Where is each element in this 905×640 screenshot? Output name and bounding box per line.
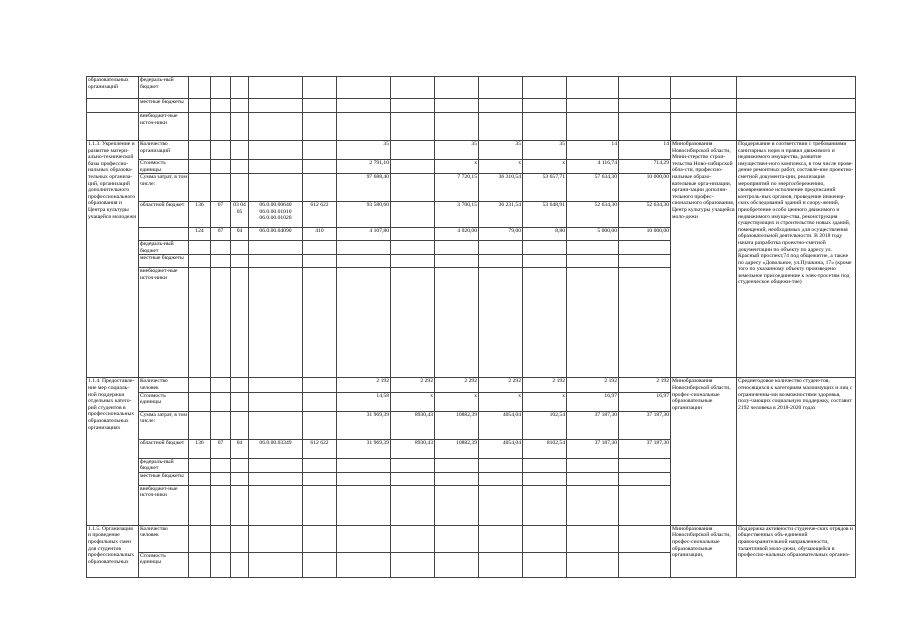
pr-code-cell bbox=[231, 141, 249, 160]
value-cell-y3 bbox=[479, 472, 523, 485]
vr-code-cell bbox=[303, 378, 337, 392]
pr-code-cell: 03 04 05 bbox=[231, 202, 249, 228]
value-cell-y4 bbox=[523, 552, 567, 577]
grbs-code-cell bbox=[189, 525, 211, 552]
table-row bbox=[87, 113, 856, 141]
indicator-label-cell: областной бюджет bbox=[139, 439, 189, 458]
value-cell-y2: 2 292 bbox=[435, 378, 479, 392]
table-cell bbox=[567, 113, 619, 141]
pr-code-cell: 04 bbox=[231, 228, 249, 241]
value-cell-y6: 52 634,30 bbox=[619, 202, 671, 228]
value-cell-y3 bbox=[479, 525, 523, 552]
table-cell bbox=[189, 113, 211, 141]
grbs-code-cell: 124 bbox=[189, 228, 211, 241]
table-cell bbox=[479, 113, 523, 141]
value-cell-y6 bbox=[619, 552, 671, 577]
value-cell-y4: 53 657,71 bbox=[523, 174, 567, 202]
rz-code-cell bbox=[211, 392, 231, 411]
value-cell-y4: 8102,54 bbox=[523, 439, 567, 458]
indicator-label-cell: Стоимость единицы bbox=[139, 160, 189, 174]
csr-code-cell bbox=[249, 552, 303, 577]
value-cell-y2: 3 700,15 bbox=[435, 202, 479, 228]
table-cell bbox=[619, 99, 671, 113]
rz-code-cell: 07 bbox=[211, 202, 231, 228]
value-cell-y3: x bbox=[479, 392, 523, 411]
item-title-cell: образовательных организаций bbox=[87, 77, 139, 99]
value-cell-y5 bbox=[567, 485, 619, 525]
indicator-label-cell: Стоимость единицы bbox=[139, 392, 189, 411]
table-cell bbox=[249, 77, 303, 99]
value-cell-y2: x bbox=[435, 392, 479, 411]
value-cell-tot: 4 107,80 bbox=[337, 228, 391, 241]
pr-code-cell bbox=[231, 411, 249, 439]
rz-code-cell bbox=[211, 458, 231, 472]
value-cell-y3: 35 bbox=[479, 141, 523, 160]
value-cell-y5 bbox=[567, 255, 619, 268]
value-cell-tot: 31 969,39 bbox=[337, 439, 391, 458]
value-cell-y5: 14 bbox=[567, 141, 619, 160]
value-cell-y1: x bbox=[391, 392, 435, 411]
grbs-code-cell bbox=[189, 255, 211, 268]
value-cell-tot bbox=[337, 458, 391, 472]
value-cell-y2 bbox=[435, 241, 479, 255]
value-cell-y5: 57 634,30 bbox=[567, 174, 619, 202]
value-cell-y3: 36 310,54 bbox=[479, 174, 523, 202]
grbs-code-cell bbox=[189, 472, 211, 485]
value-cell-y2 bbox=[435, 472, 479, 485]
table-cell bbox=[567, 99, 619, 113]
table-cell bbox=[303, 113, 337, 141]
value-cell-y4: 53 648,91 bbox=[523, 202, 567, 228]
value-cell-tot bbox=[337, 472, 391, 485]
value-cell-y3: 4054,04 bbox=[479, 411, 523, 439]
value-cell-y6 bbox=[619, 525, 671, 552]
value-cell-y1 bbox=[391, 241, 435, 255]
grbs-code-cell bbox=[189, 458, 211, 472]
table-cell bbox=[189, 77, 211, 99]
rz-code-cell bbox=[211, 241, 231, 255]
value-cell-y1 bbox=[391, 458, 435, 472]
table-cell bbox=[435, 99, 479, 113]
table-cell bbox=[249, 113, 303, 141]
value-cell-y6: 16,97 bbox=[619, 392, 671, 411]
indicator-label-cell: Количество человек bbox=[139, 525, 189, 552]
value-cell-y5: 37 187,30 bbox=[567, 439, 619, 458]
table-row bbox=[87, 99, 856, 113]
value-cell-tot: 97 688,40 bbox=[337, 174, 391, 202]
rz-code-cell bbox=[211, 378, 231, 392]
table-cell bbox=[435, 113, 479, 141]
table-cell bbox=[337, 99, 391, 113]
vr-code-cell bbox=[303, 552, 337, 577]
value-cell-y2 bbox=[435, 458, 479, 472]
value-cell-y4: 35 bbox=[523, 141, 567, 160]
table-cell bbox=[189, 99, 211, 113]
table-cell bbox=[249, 99, 303, 113]
value-cell-y5: 5 000,00 bbox=[567, 228, 619, 241]
table-cell bbox=[391, 113, 435, 141]
rz-code-cell: 07 bbox=[211, 228, 231, 241]
table-cell bbox=[211, 113, 231, 141]
value-cell-y1 bbox=[391, 472, 435, 485]
value-cell-y1: 8930,43 bbox=[391, 439, 435, 458]
vr-code-cell bbox=[303, 458, 337, 472]
value-cell-y1 bbox=[391, 552, 435, 577]
table-cell bbox=[619, 113, 671, 141]
table-cell bbox=[567, 77, 619, 99]
measure-title-cell: 1.1.4. Предоставле-ние мер социаль-ной поддержки отдельных катего-рий студентов в профессиональных образовательных организациях bbox=[87, 378, 139, 525]
csr-code-cell: 06.0.00.03349 bbox=[249, 439, 303, 458]
table-cell bbox=[671, 99, 737, 113]
csr-code-cell: 06.0.00.04090 bbox=[249, 228, 303, 241]
value-cell-y1 bbox=[391, 174, 435, 202]
value-cell-y6 bbox=[619, 268, 671, 378]
table-cell bbox=[619, 77, 671, 99]
pr-code-cell bbox=[231, 485, 249, 525]
rz-code-cell bbox=[211, 255, 231, 268]
table-row bbox=[87, 525, 856, 552]
table-cell bbox=[523, 113, 567, 141]
executor-cell: Минобразования Новосибирской области, профес-сиональные образовательные организации, bbox=[671, 525, 737, 577]
value-cell-tot: 14,58 bbox=[337, 392, 391, 411]
vr-code-cell bbox=[303, 268, 337, 378]
table-cell bbox=[391, 77, 435, 99]
program-table bbox=[86, 76, 856, 578]
value-cell-y6: 14 bbox=[619, 141, 671, 160]
value-cell-y3: 36 231,54 bbox=[479, 202, 523, 228]
grbs-code-cell bbox=[189, 552, 211, 577]
value-cell-y4: 8,80 bbox=[523, 228, 567, 241]
value-cell-y6: 10 000,00 bbox=[619, 174, 671, 202]
vr-code-cell bbox=[303, 485, 337, 525]
value-cell-y3 bbox=[479, 241, 523, 255]
value-cell-y6 bbox=[619, 458, 671, 472]
value-cell-y6: 37 187,30 bbox=[619, 439, 671, 458]
csr-code-cell bbox=[249, 458, 303, 472]
measure-title-cell: 1.1.3. Укрепление и развитие матери-ально-технической базы профессио-нальных образова-тельных организа-ций, организаций дополнительного профессионального образования и Центра культуры учащейся молодежи bbox=[87, 141, 139, 378]
table-row bbox=[87, 141, 856, 160]
value-cell-y3 bbox=[479, 552, 523, 577]
value-cell-y2 bbox=[435, 255, 479, 268]
value-cell-y3 bbox=[479, 255, 523, 268]
rz-code-cell bbox=[211, 485, 231, 525]
rz-code-cell bbox=[211, 411, 231, 439]
value-cell-y6: 10 000,00 bbox=[619, 228, 671, 241]
indicator-label-cell: местные бюджеты bbox=[139, 255, 189, 268]
rz-code-cell bbox=[211, 160, 231, 174]
value-cell-y5: 4 116,74 bbox=[567, 160, 619, 174]
vr-code-cell bbox=[303, 392, 337, 411]
value-cell-y3 bbox=[479, 485, 523, 525]
value-cell-y6: 37 187,30 bbox=[619, 411, 671, 439]
rz-code-cell bbox=[211, 525, 231, 552]
value-cell-y6 bbox=[619, 472, 671, 485]
pr-code-cell bbox=[231, 392, 249, 411]
value-cell-y1: 2 292 bbox=[391, 378, 435, 392]
value-cell-y3 bbox=[479, 268, 523, 378]
value-cell-y2 bbox=[435, 525, 479, 552]
value-cell-y1 bbox=[391, 202, 435, 228]
grbs-code-cell bbox=[189, 485, 211, 525]
value-cell-y1 bbox=[391, 525, 435, 552]
value-cell-y4 bbox=[523, 241, 567, 255]
vr-code-cell: 612 622 bbox=[303, 202, 337, 228]
value-cell-y5: 2 192 bbox=[567, 378, 619, 392]
value-cell-y5: 52 634,30 bbox=[567, 202, 619, 228]
indicator-label-cell bbox=[139, 228, 189, 241]
value-cell-tot bbox=[337, 485, 391, 525]
table-cell bbox=[303, 77, 337, 99]
table-cell bbox=[211, 99, 231, 113]
table-cell bbox=[671, 113, 737, 141]
indicator-label-cell: Количество человек bbox=[139, 378, 189, 392]
csr-code-cell bbox=[249, 485, 303, 525]
table-cell bbox=[211, 77, 231, 99]
indicator-label-cell: федераль-ный бюджет bbox=[139, 241, 189, 255]
vr-code-cell: 612 622 bbox=[303, 439, 337, 458]
value-cell-tot bbox=[337, 525, 391, 552]
value-cell-y5 bbox=[567, 241, 619, 255]
value-cell-y4 bbox=[523, 255, 567, 268]
value-cell-y2: x bbox=[435, 160, 479, 174]
table-cell bbox=[337, 113, 391, 141]
grbs-code-cell: 136 bbox=[189, 202, 211, 228]
expected-result-cell: Поддержка активности студенче-ских отрядов и общественных объ-единений правоохранительной направленности, талантливой моло-дежи, обучающейся в профессио-нальных образовательных организ- bbox=[737, 525, 856, 577]
value-cell-y3: x bbox=[479, 160, 523, 174]
vr-code-cell bbox=[303, 411, 337, 439]
indicator-label-cell: Сумма затрат, в том числе: bbox=[139, 411, 189, 439]
grbs-code-cell bbox=[189, 268, 211, 378]
value-cell-y2: 10882,39 bbox=[435, 439, 479, 458]
csr-code-cell bbox=[249, 141, 303, 160]
grbs-code-cell bbox=[189, 241, 211, 255]
value-cell-y6: 714,29 bbox=[619, 160, 671, 174]
value-cell-y6 bbox=[619, 241, 671, 255]
csr-code-cell bbox=[249, 241, 303, 255]
table-row bbox=[87, 77, 856, 99]
csr-code-cell bbox=[249, 525, 303, 552]
table-cell bbox=[231, 99, 249, 113]
indicator-label-cell: Стоимость единицы bbox=[139, 552, 189, 577]
csr-code-cell bbox=[249, 392, 303, 411]
table-cell bbox=[479, 77, 523, 99]
indicator-label-cell: местные бюджеты bbox=[139, 472, 189, 485]
grbs-code-cell: 136 bbox=[189, 439, 211, 458]
vr-code-cell bbox=[303, 525, 337, 552]
table-cell bbox=[523, 77, 567, 99]
value-cell-y2 bbox=[435, 268, 479, 378]
value-cell-tot bbox=[337, 255, 391, 268]
rz-code-cell bbox=[211, 472, 231, 485]
value-cell-y2: 4 020,00 bbox=[435, 228, 479, 241]
indicator-label-cell: внебюджет-ные источ-ники bbox=[139, 485, 189, 525]
value-cell-y1 bbox=[391, 228, 435, 241]
csr-code-cell bbox=[249, 378, 303, 392]
table-cell bbox=[737, 113, 856, 141]
value-cell-y1 bbox=[391, 141, 435, 160]
table-cell bbox=[671, 77, 737, 99]
value-cell-y5: 16,97 bbox=[567, 392, 619, 411]
value-cell-y2: 7 720,15 bbox=[435, 174, 479, 202]
table-cell bbox=[391, 99, 435, 113]
table-cell bbox=[231, 77, 249, 99]
rz-code-cell: 07 bbox=[211, 439, 231, 458]
value-cell-y4: 2 192 bbox=[523, 378, 567, 392]
value-cell-y3: 79,00 bbox=[479, 228, 523, 241]
pr-code-cell: 04 bbox=[231, 439, 249, 458]
vr-code-cell bbox=[303, 472, 337, 485]
value-cell-tot: 2 192 bbox=[337, 378, 391, 392]
csr-code-cell bbox=[249, 268, 303, 378]
executor-cell: Минобразования Новосибирской области, профес-сиональные образовательные организации bbox=[671, 378, 737, 525]
pr-code-cell bbox=[231, 174, 249, 202]
value-cell-y5 bbox=[567, 472, 619, 485]
grbs-code-cell bbox=[189, 411, 211, 439]
value-cell-y5 bbox=[567, 458, 619, 472]
rz-code-cell bbox=[211, 268, 231, 378]
value-cell-tot bbox=[337, 241, 391, 255]
vr-code-cell: 410 bbox=[303, 228, 337, 241]
value-cell-tot: 93 580,60 bbox=[337, 202, 391, 228]
value-cell-tot bbox=[337, 268, 391, 378]
grbs-code-cell bbox=[189, 174, 211, 202]
value-cell-y3: 2 292 bbox=[479, 378, 523, 392]
pr-code-cell bbox=[231, 472, 249, 485]
pr-code-cell bbox=[231, 458, 249, 472]
value-cell-tot: 31 969,39 bbox=[337, 411, 391, 439]
vr-code-cell bbox=[303, 255, 337, 268]
csr-code-cell bbox=[249, 160, 303, 174]
table-row bbox=[87, 378, 856, 392]
indicator-label-cell: Сумма затрат, в том числе: bbox=[139, 174, 189, 202]
csr-code-cell bbox=[249, 411, 303, 439]
rz-code-cell bbox=[211, 174, 231, 202]
table-cell bbox=[303, 99, 337, 113]
funding-label-cell: местные бюджеты bbox=[139, 99, 189, 113]
vr-code-cell bbox=[303, 160, 337, 174]
executor-cell: Минобразования Новосибирской области, Мини-стерство строи-тельства Ново-сибирской обла-сти, профессио-нальные образо-вательные орга-низации, органи-зации дополни-тельного профес-сионального образования, Центр культуры учащейся моло-дежи bbox=[671, 141, 737, 378]
csr-code-cell bbox=[249, 174, 303, 202]
pr-code-cell bbox=[231, 255, 249, 268]
value-cell-y5 bbox=[567, 552, 619, 577]
value-cell-y6: 2 192 bbox=[619, 378, 671, 392]
value-cell-y3 bbox=[479, 458, 523, 472]
indicator-label-cell: федераль-ный бюджет bbox=[139, 458, 189, 472]
table-cell bbox=[737, 99, 856, 113]
value-cell-y2: 10882,39 bbox=[435, 411, 479, 439]
value-cell-y4: x bbox=[523, 160, 567, 174]
value-cell-tot: 35 bbox=[337, 141, 391, 160]
value-cell-y1 bbox=[391, 268, 435, 378]
csr-code-cell: 06.0.00.00640 06.0.00.01010 06.0.00.01020 bbox=[249, 202, 303, 228]
value-cell-y4 bbox=[523, 485, 567, 525]
vr-code-cell bbox=[303, 141, 337, 160]
value-cell-tot bbox=[337, 552, 391, 577]
item-title-cell bbox=[87, 99, 139, 113]
value-cell-y5 bbox=[567, 525, 619, 552]
value-cell-y4: 102,54 bbox=[523, 411, 567, 439]
value-cell-y4 bbox=[523, 458, 567, 472]
measure-title-cell: 1.1.5. Организация и проведение профильных смен для студентов профессиональных образовательных bbox=[87, 525, 139, 577]
value-cell-tot: 2 791,10 bbox=[337, 160, 391, 174]
table-cell bbox=[523, 99, 567, 113]
rz-code-cell bbox=[211, 141, 231, 160]
grbs-code-cell bbox=[189, 141, 211, 160]
grbs-code-cell bbox=[189, 392, 211, 411]
value-cell-y4 bbox=[523, 525, 567, 552]
table-cell bbox=[231, 113, 249, 141]
value-cell-y3: 4054,04 bbox=[479, 439, 523, 458]
table-cell bbox=[479, 99, 523, 113]
value-cell-y5: 37 187,30 bbox=[567, 411, 619, 439]
table-cell bbox=[435, 77, 479, 99]
pr-code-cell bbox=[231, 160, 249, 174]
csr-code-cell bbox=[249, 255, 303, 268]
item-title-cell bbox=[87, 113, 139, 141]
vr-code-cell bbox=[303, 241, 337, 255]
indicator-label-cell: областной бюджет bbox=[139, 202, 189, 228]
indicator-label-cell: Количество организаций bbox=[139, 141, 189, 160]
funding-label-cell: внебюджет-ные источ-ники bbox=[139, 113, 189, 141]
indicator-label-cell: внебюджет-ные источ-ники bbox=[139, 268, 189, 378]
rz-code-cell bbox=[211, 552, 231, 577]
value-cell-y4 bbox=[523, 472, 567, 485]
table-cell bbox=[737, 77, 856, 99]
pr-code-cell bbox=[231, 268, 249, 378]
pr-code-cell bbox=[231, 378, 249, 392]
grbs-code-cell bbox=[189, 378, 211, 392]
expected-result-cell: Среднегодовое количество студен-тов, относящихся к категориям малоимущих и лиц с ограниченны-ми возможностями здоровья, полу-чающих социальную поддержку, составит 2192 человека в 2018-2020 годах bbox=[737, 378, 856, 525]
funding-label-cell: федераль-ный бюджет bbox=[139, 77, 189, 99]
vr-code-cell bbox=[303, 174, 337, 202]
value-cell-y6 bbox=[619, 485, 671, 525]
pr-code-cell bbox=[231, 241, 249, 255]
value-cell-y4: x bbox=[523, 392, 567, 411]
value-cell-y5 bbox=[567, 268, 619, 378]
expected-result-cell: Поддержание в соответствии с требованиями санитарных норм и правил движимого и недвижимого имущества, развитие имуществен-ного комплекса, в том числе прове-дение ремонтных работ, составле-ние проектно-сметной документа-ции, реализация мероприятий по энергосбережению, своевременное исполнение предписаний контроль-ных органов, проведение инженер-ских обследований зданий и соору-жений, приобретение особо ценного движимого и недвижимого имуще-ства, реконструкция существующих и строительство новых зданий, помещений, необходимых для осуществления образовательной деятельности. В 2018 году начата разработка проектно-сметной документации по объекту по адресу ул. Красный проспект,74 под общежитие, а также по адресу «Довольное, ул.Пушкина, 17» (кроме того по указанному объекту произведено земельное присоединение к элек-тросетям под студенческое общежи-тие) bbox=[737, 141, 856, 378]
value-cell-y2 bbox=[435, 485, 479, 525]
value-cell-y2: 35 bbox=[435, 141, 479, 160]
value-cell-y4 bbox=[523, 268, 567, 378]
value-cell-y1 bbox=[391, 160, 435, 174]
grbs-code-cell bbox=[189, 160, 211, 174]
value-cell-y1 bbox=[391, 255, 435, 268]
csr-code-cell bbox=[249, 472, 303, 485]
table-cell bbox=[337, 77, 391, 99]
pr-code-cell bbox=[231, 552, 249, 577]
value-cell-y1: 8930,43 bbox=[391, 411, 435, 439]
pr-code-cell bbox=[231, 525, 249, 552]
value-cell-y2 bbox=[435, 552, 479, 577]
value-cell-y1 bbox=[391, 485, 435, 525]
value-cell-y6 bbox=[619, 255, 671, 268]
